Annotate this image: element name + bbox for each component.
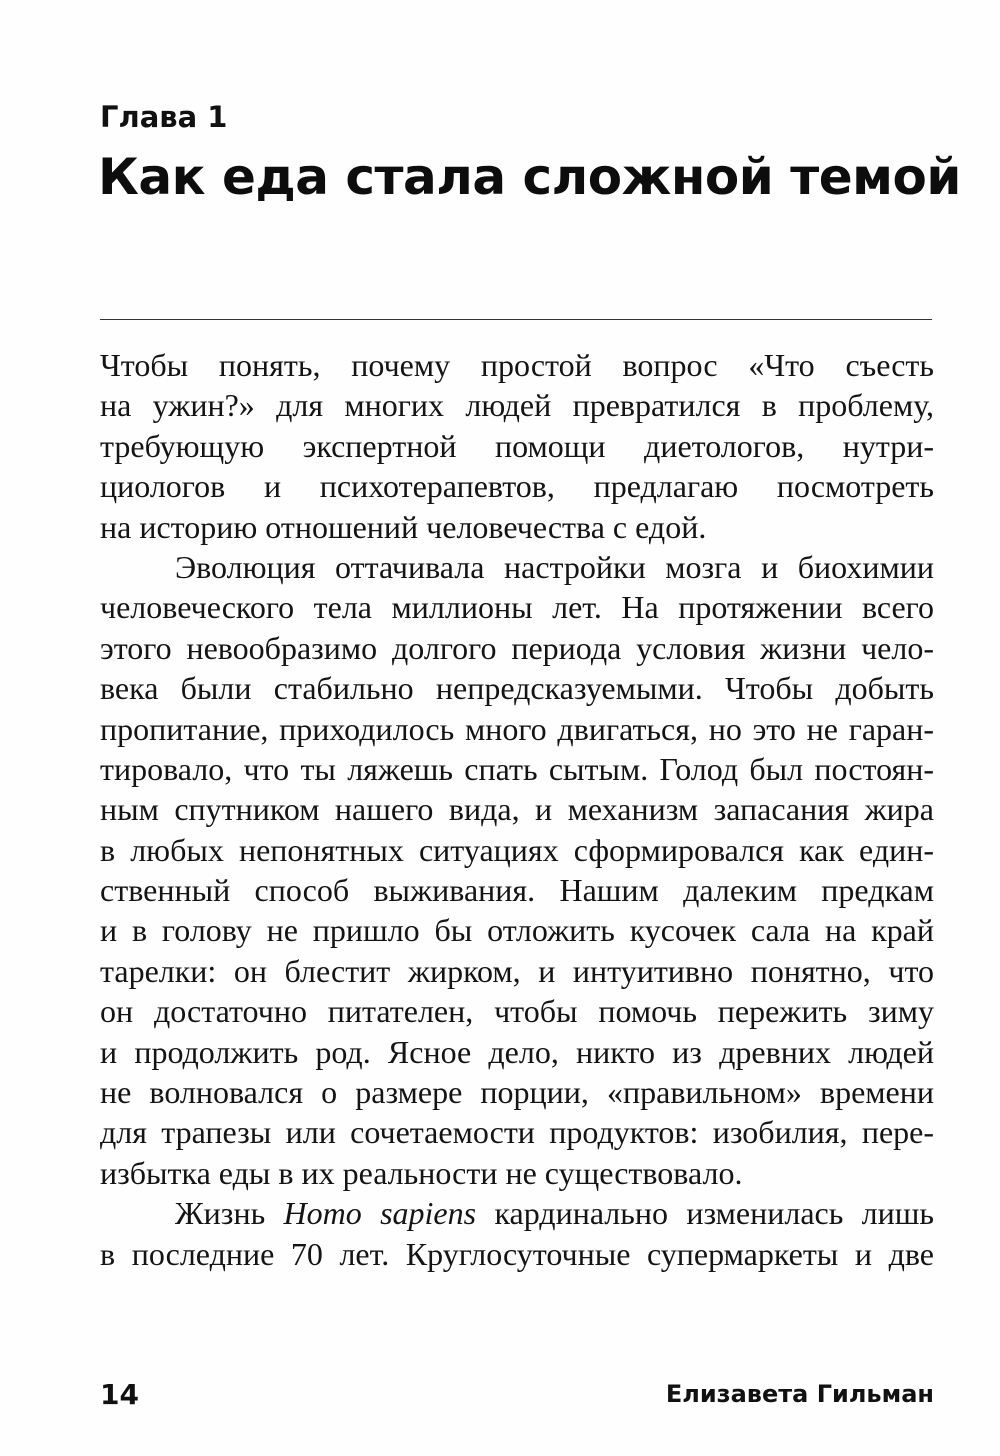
- text-line: избытка еды в их реальности не существовало.: [100, 1154, 743, 1191]
- text-line: он достаточно питателен, чтобы помочь пережить зиму: [100, 993, 934, 1030]
- text-line: пропитание, приходилось много двигаться, но это не гаран-: [100, 710, 934, 747]
- text-line: человеческого тела миллионы лет. На протяжении всего: [100, 589, 934, 626]
- text-line: в последние 70 лет. Круглосуточные супермаркеты и две: [100, 1235, 934, 1272]
- text-segment: кардинально изменилась лишь: [476, 1195, 935, 1232]
- text-line: века были стабильно непредсказуемыми. Чтобы добыть: [100, 670, 934, 707]
- running-footer-author: Елизавета Гильман: [665, 1380, 934, 1408]
- text-line: в любых непонятных ситуациях сформировался как един-: [100, 831, 934, 868]
- title-divider: [100, 319, 932, 320]
- body-text: [100, 345, 934, 1274]
- text-line: этого невообразимо долгого периода условия жизни чело-: [100, 629, 934, 666]
- text-line: и продолжить род. Ясное дело, никто из древних людей: [100, 1033, 934, 1070]
- chapter-title: Как еда стала сложной темой: [98, 148, 961, 206]
- text-line: циологов и психотерапевтов, предлагаю посмотреть: [100, 468, 934, 505]
- text-segment: Жизнь: [175, 1195, 284, 1232]
- chapter-label: Глава 1: [100, 100, 228, 134]
- page-number: 14: [100, 1378, 139, 1411]
- text-line: и в голову не пришло бы отложить кусочек сала на край: [100, 912, 934, 949]
- text-line: тировало, что ты ляжешь спать сытым. Голод был постоян-: [100, 750, 934, 787]
- text-line: [100, 1193, 934, 1233]
- text-line: ственный способ выживания. Нашим далеким предкам: [100, 872, 934, 909]
- text-line: Чтобы понять, почему простой вопрос «Что съесть: [100, 347, 934, 383]
- text-line: тарелки: он блестит жирком, и интуитивно понятно, что: [100, 952, 934, 989]
- text-line: Эволюция оттачивала настройки мозга и биохимии: [175, 548, 934, 585]
- text-line: требующую экспертной помощи диетологов, нутри-: [100, 427, 934, 464]
- text-line: на историю отношений человечества с едой.: [100, 508, 707, 545]
- text-line: на ужин?» для многих людей превратился в проблему,: [100, 387, 934, 424]
- italic-species-name: Homo sapiens: [283, 1195, 477, 1232]
- text-line: для трапезы или сочетаемости продуктов: изобилия, пере-: [100, 1114, 934, 1151]
- text-line: не волновался о размере порции, «правильном» времени: [100, 1074, 934, 1111]
- text-line: ным спутником нашего вида, и механизм запасания жира: [100, 791, 934, 828]
